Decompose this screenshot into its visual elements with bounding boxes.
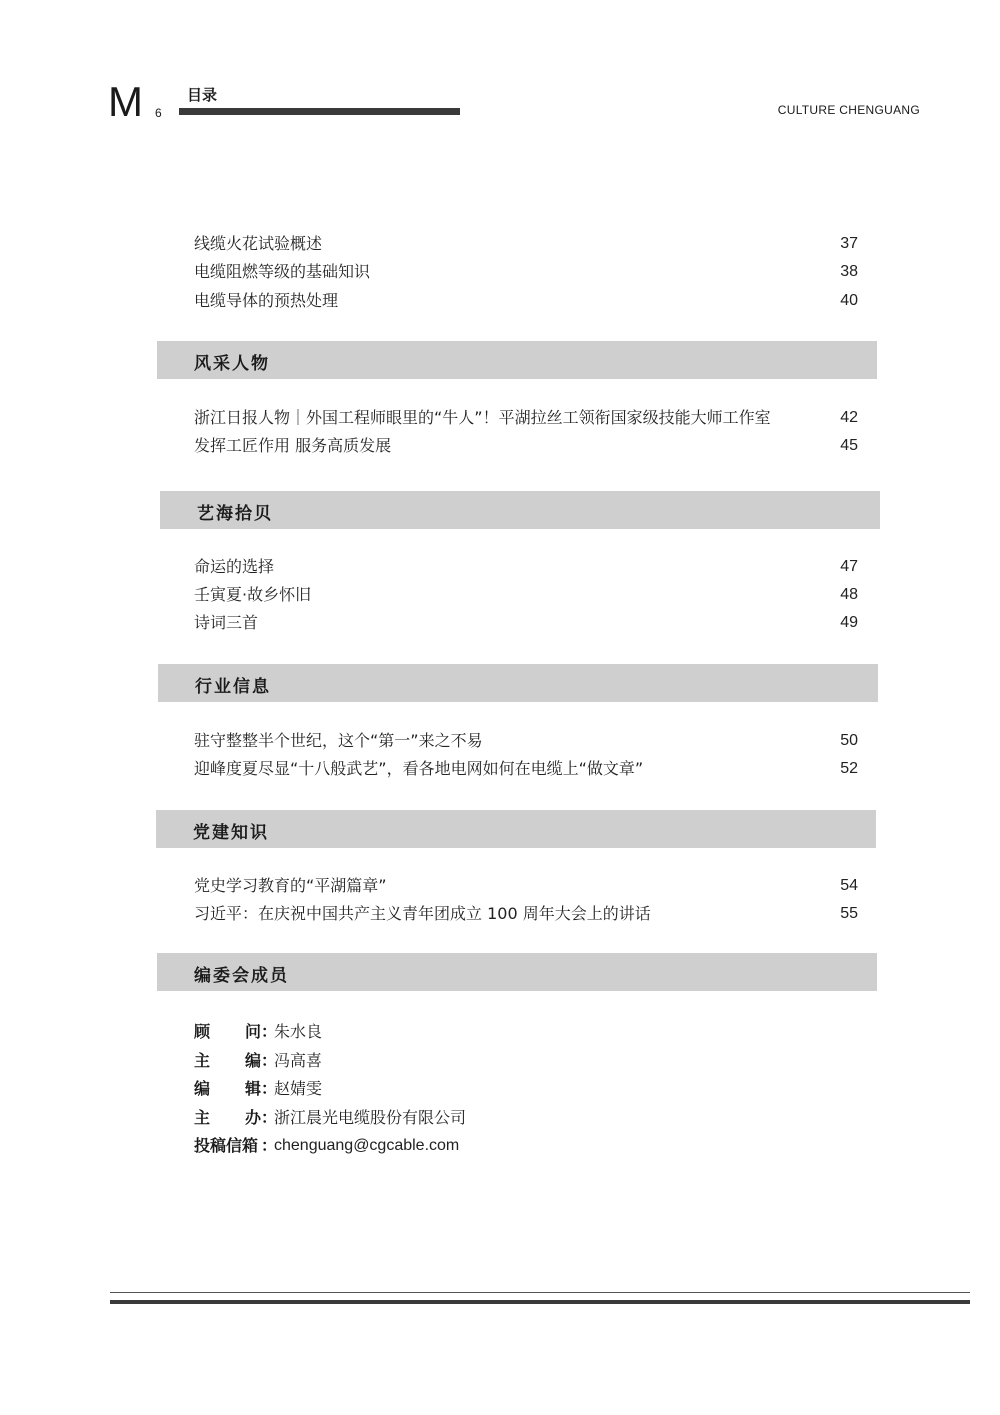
section-heading-people [157,341,877,379]
page-title: 目录 [187,86,218,104]
staff-colon: ： [261,1079,278,1098]
toc-entry-page: 52 [840,760,858,777]
toc-entry[interactable] [194,872,858,900]
toc-entry-title: 电缆阻燃等级的基础知识 [194,262,371,281]
toc-entry-page: 54 [840,877,858,894]
toc-entry[interactable] [194,432,858,460]
toc-entry-page: 49 [840,614,858,631]
staff-value: 朱水良 [274,1022,323,1041]
toc-entry[interactable] [194,230,858,258]
toc-entry-title: 迎峰度夏尽显“十八般武艺”，看各地电网如何在电缆上“做文章” [194,759,644,778]
section-heading-label: 艺海拾贝 [197,504,273,524]
staff-colon: ： [261,1022,278,1041]
footer-rule-thick [110,1300,970,1304]
staff-value: 冯高喜 [274,1050,323,1070]
staff-value: 浙江晨光电缆股份有限公司 [274,1107,467,1127]
toc-entry[interactable] [194,609,858,637]
toc-entry-page: 47 [840,558,858,575]
toc-entry[interactable] [194,581,858,609]
toc-entry-title: 党史学习教育的“平湖篇章” [194,876,387,895]
section-heading-label: 行业信息 [195,677,271,697]
toc-entry-title: 壬寅夏·故乡怀旧 [194,585,312,604]
staff-colon: ： [261,1050,278,1070]
section-heading-label: 党建知识 [193,823,269,843]
toc-entry-page: 38 [840,263,858,280]
staff-row-advisor: 顾 问 ： 朱水良 [194,1018,694,1047]
toc-entry-title: 浙江日报人物｜外国工程师眼里的“牛人”！平湖拉丝工领衔国家级技能大师工作室 [194,408,771,427]
staff-row-editor: 编 辑 ： 赵婧雯 [194,1075,694,1104]
section-heading-industry [158,664,878,702]
toc-entry-title: 习近平：在庆祝中国共产主义青年团成立 100 周年大会上的讲话 [194,904,651,923]
toc-entry-title: 电缆导体的预热处理 [194,291,339,310]
footer-rule-thin [110,1292,970,1293]
toc-entry-title: 发挥工匠作用 服务高质发展 [194,436,392,455]
toc-entry-title: 线缆火花试验概述 [194,234,323,253]
toc-entry[interactable] [194,900,858,928]
toc-entry[interactable] [194,755,858,783]
toc-entry-page: 37 [840,235,858,252]
toc-entry[interactable] [194,404,858,432]
toc-entry-title: 驻守整整半个世纪，这个“第一”来之不易 [194,731,483,750]
editorial-board-list [194,1018,694,1161]
staff-row-chief-editor: 主 编 ： 冯高喜 [194,1047,694,1076]
staff-colon: ： [261,1107,278,1127]
section-heading-editorial-board [157,953,877,991]
page-number: 6 [155,106,162,120]
toc-entry-page: 50 [840,732,858,749]
staff-value: 赵婧雯 [274,1079,323,1098]
section-heading-arts [160,491,880,529]
toc-entry-page: 55 [840,905,858,922]
section-heading-label: 编委会成员 [194,966,289,986]
header-bar [179,108,460,115]
section-heading-party [156,810,876,848]
toc-entry[interactable] [194,287,858,315]
section-heading-label: 风采人物 [194,354,270,374]
toc-entry-page: 40 [840,292,858,309]
toc-entry[interactable] [194,258,858,286]
toc-entry[interactable] [194,727,858,755]
staff-row-sponsor: 主 办 ： 浙江晨光电缆股份有限公司 [194,1104,694,1133]
toc-entry-title: 诗词三首 [194,613,259,632]
toc-entry-page: 48 [840,586,858,603]
staff-colon: ： [261,1136,278,1155]
submission-email-link[interactable]: chenguang@cgcable.com [274,1137,460,1154]
header-letter: M [108,78,143,125]
toc-entry-page: 45 [840,437,858,454]
brand-label: CULTURE CHENGUANG [777,103,920,117]
toc-entry[interactable] [194,553,858,581]
toc-entry-title: 命运的选择 [194,557,275,576]
toc-entry-page: 42 [840,409,858,426]
staff-row-submission-email: 投稿信箱 ： chenguang@cgcable.com [194,1132,694,1161]
